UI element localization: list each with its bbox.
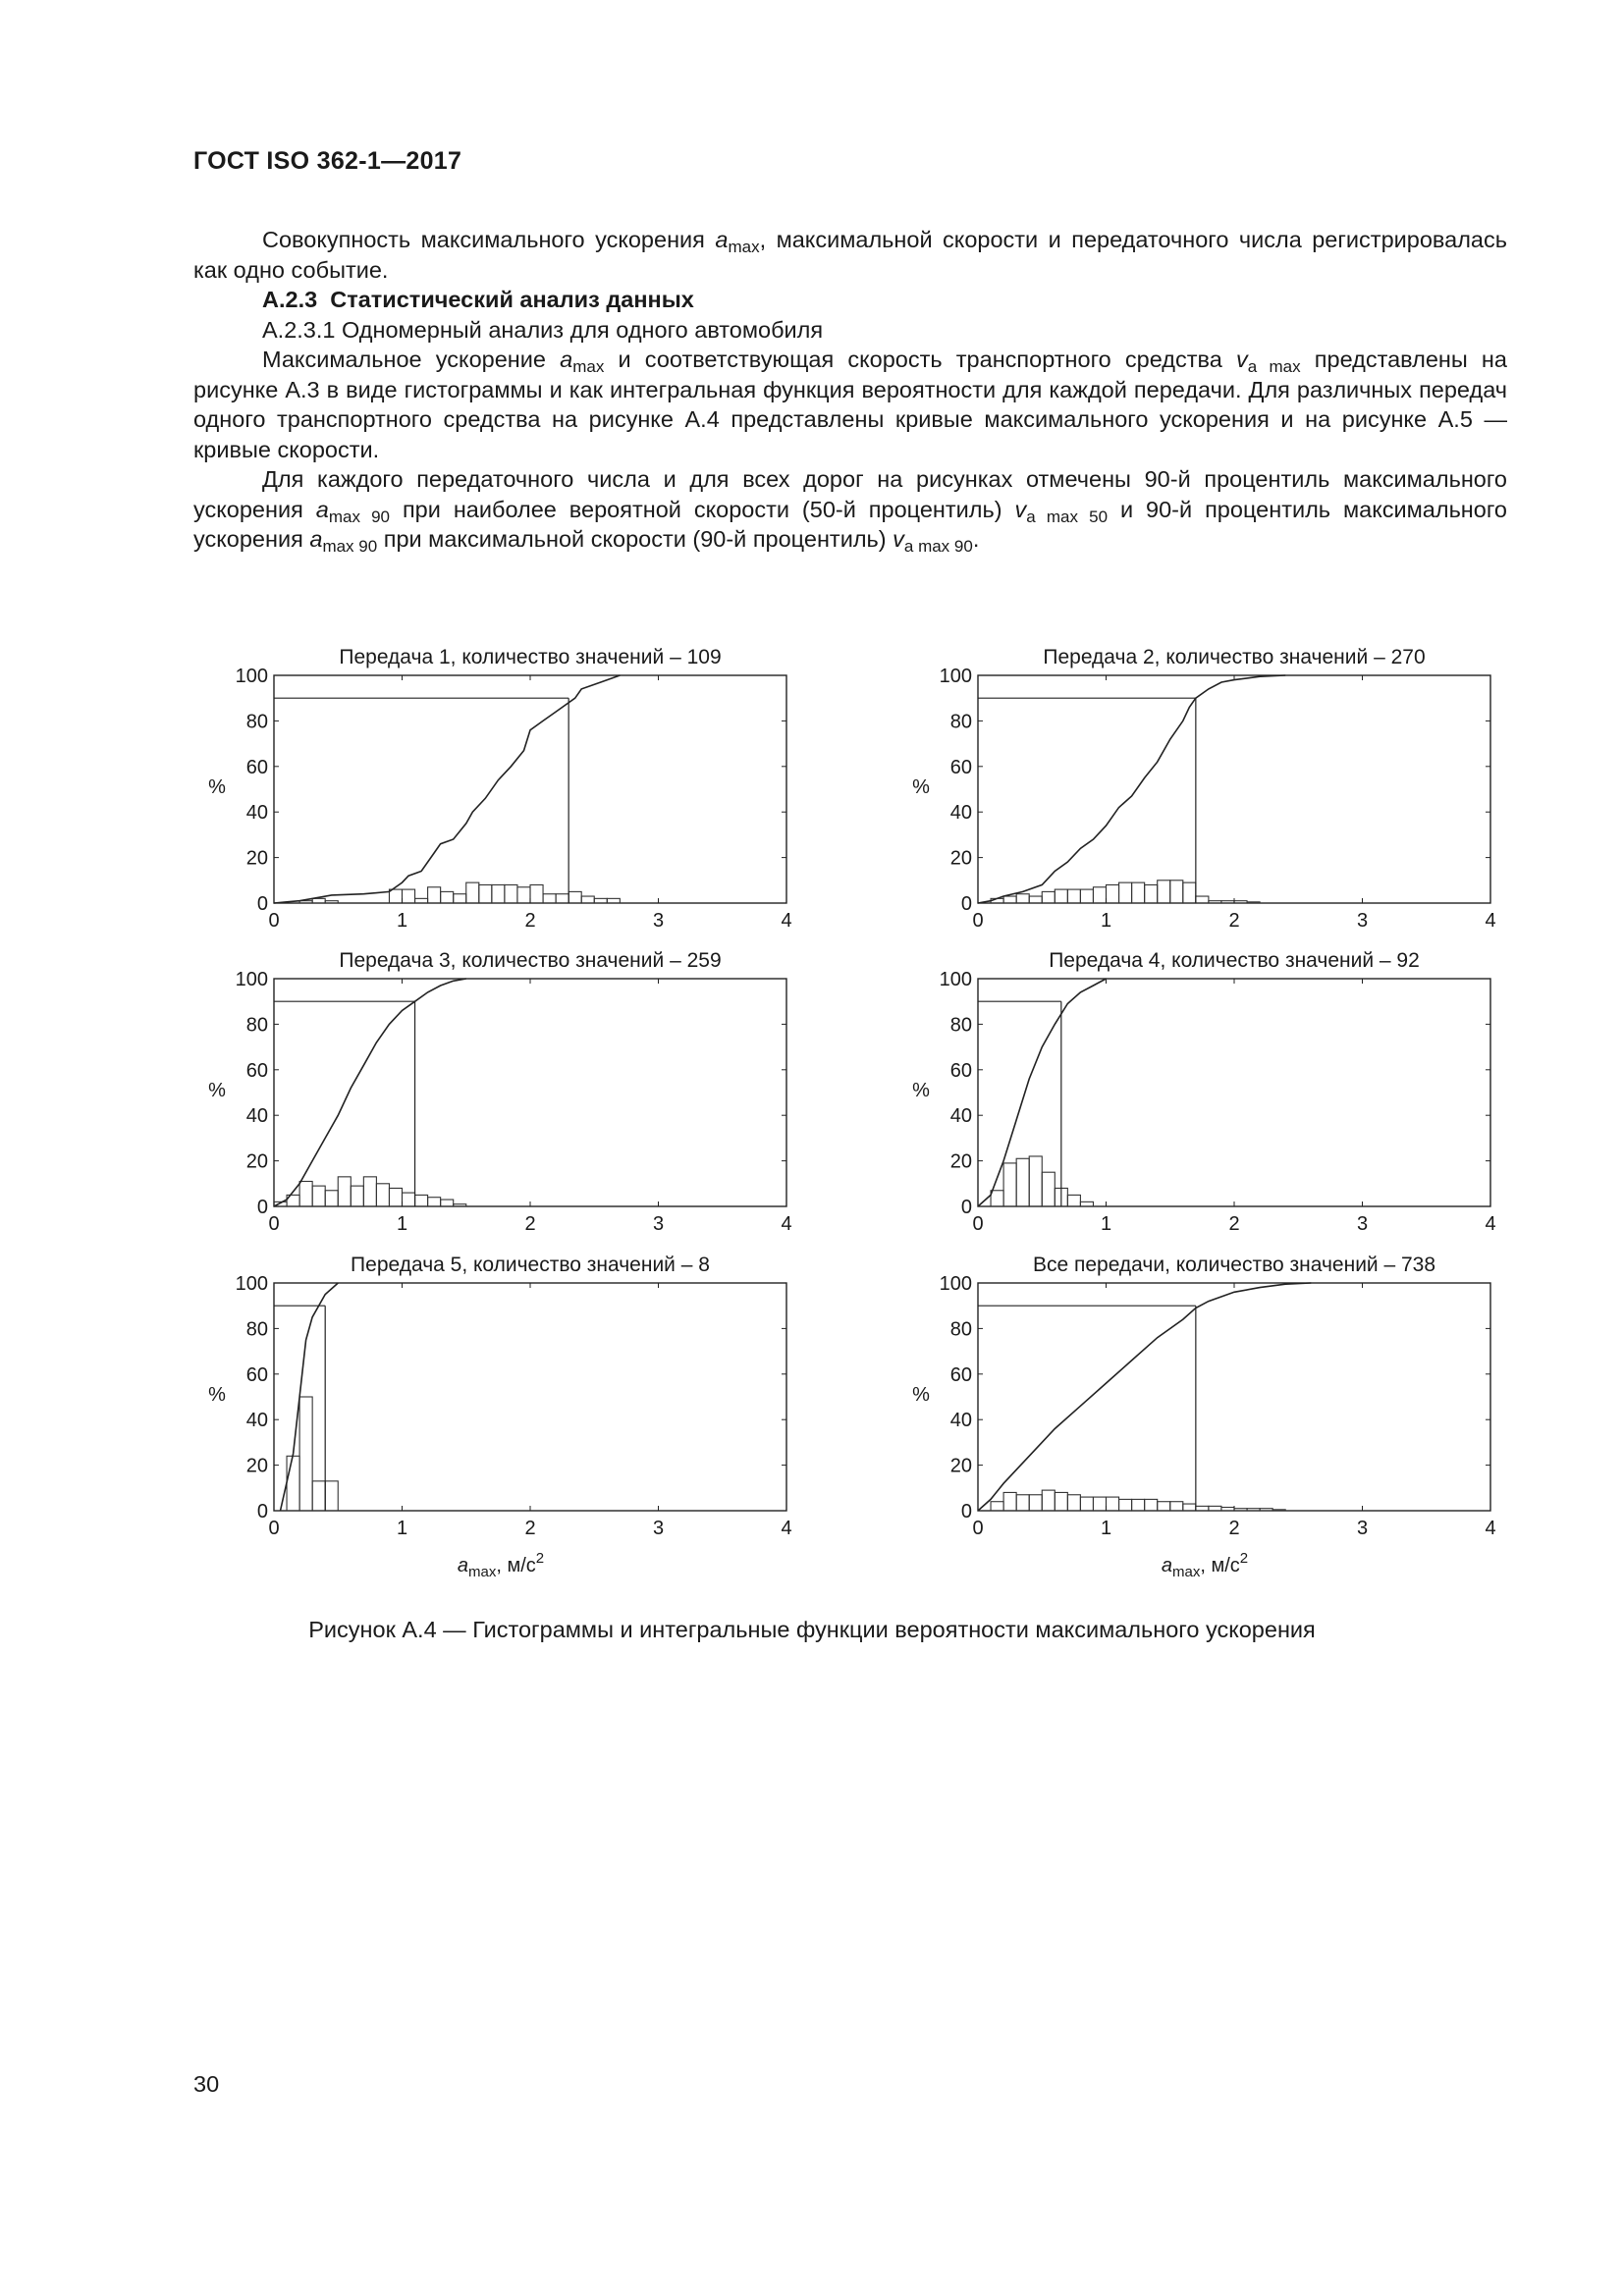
paragraph-2: Максимальное ускорение $a_{max}$ и соответствующая скорость транспортного средства $v_{a max}$ представлены на рисунке А.3 в виде гистограммы и как интегральная функция вероятности для каждой передачи. Для различных передач одного транспортного средства на рисунке А.4 представлены кривые максимального ускорения и на рисунке А.5 — кривые скорости. — [193, 347, 1507, 462]
y-axis-label: % — [912, 1384, 930, 1406]
cdf-line — [978, 675, 1285, 903]
histogram-bar — [1016, 1158, 1029, 1206]
histogram-bar — [991, 1191, 1003, 1206]
y-tick-label: 100 — [235, 1273, 268, 1295]
x-tick-label: 2 — [524, 910, 536, 932]
x-tick-label: 3 — [1356, 1518, 1369, 1539]
x-tick-label: 2 — [524, 1518, 536, 1539]
histogram-bar — [1183, 1504, 1196, 1511]
y-tick-label: 0 — [960, 1197, 972, 1218]
y-tick-label: 0 — [256, 893, 268, 915]
y-tick-label: 100 — [235, 969, 268, 990]
histogram-bar — [1107, 884, 1119, 903]
x-tick-label: 3 — [652, 910, 665, 932]
x-tick-label: 0 — [268, 910, 280, 932]
histogram-bar — [1003, 1492, 1016, 1511]
section-heading: А.2.3 Статистический анализ данных — [262, 287, 694, 312]
histogram-bar — [312, 1481, 325, 1511]
histogram-bar — [556, 894, 568, 903]
histogram-bar — [1260, 1509, 1272, 1511]
x-tick-label: 1 — [1100, 910, 1112, 932]
histogram-bar — [299, 1181, 312, 1206]
histogram-bar — [403, 1193, 415, 1206]
y-tick-label: 80 — [245, 711, 268, 733]
x-tick-label: 2 — [1228, 910, 1240, 932]
histogram-bar — [1170, 881, 1183, 903]
paragraph-3: Для каждого передаточного числа и для всех дорог на рисунках отмечены 90-й процентиль максимального ускорения $a_{max 90}$ при наиболее вероятной скорости (50-й процентиль) $v_{a max 50}$ и 90-й процентиль максимального ускорения $a_{max 90}$ при максимальной скорости (90-й процентиль) $v_{a max 90}$. — [193, 466, 1507, 556]
histogram-bar — [1132, 882, 1145, 903]
histogram-bar — [351, 1186, 363, 1206]
histogram-bar — [1145, 1499, 1158, 1511]
chart-title: Передача 1, количество значений – 109 — [339, 646, 722, 668]
plot-frame — [978, 1283, 1490, 1511]
plot-frame — [978, 675, 1490, 903]
y-tick-label: 100 — [939, 969, 972, 990]
histogram-bar — [1183, 882, 1196, 903]
y-tick-label: 20 — [245, 1150, 268, 1173]
histogram-bar — [1209, 901, 1221, 903]
cdf-line — [274, 979, 466, 1206]
y-tick-label: 60 — [245, 756, 268, 778]
chart-1 — [208, 646, 791, 932]
histogram-bar — [1080, 1497, 1093, 1511]
document-header: ГОСТ ISO 362-1—2017 — [193, 147, 462, 175]
x-tick-label: 1 — [396, 1518, 408, 1539]
plot-frame — [274, 1283, 786, 1511]
histogram-bar — [1055, 1492, 1067, 1511]
histogram-bar — [1003, 896, 1016, 903]
histogram-bar — [505, 884, 517, 903]
histogram-bar — [1042, 1490, 1055, 1511]
x-tick-label: 1 — [396, 1213, 408, 1235]
y-tick-label: 60 — [245, 1363, 268, 1386]
histogram-bar — [543, 894, 556, 903]
y-tick-label: 40 — [245, 802, 268, 825]
histogram-bar — [1029, 1156, 1042, 1206]
x-tick-label: 0 — [972, 1213, 984, 1235]
histogram-bar — [1132, 1499, 1145, 1511]
x-tick-label: 0 — [972, 910, 984, 932]
histogram-bar — [1067, 889, 1080, 903]
histogram-bar — [1170, 1502, 1183, 1511]
x-tick-label: 4 — [781, 1213, 792, 1235]
histogram-bar — [389, 889, 402, 903]
histogram-bar — [1055, 889, 1067, 903]
histogram-bar — [1158, 881, 1170, 903]
plot-frame — [274, 979, 786, 1206]
y-tick-label: 20 — [949, 1455, 972, 1477]
y-tick-label: 100 — [235, 666, 268, 687]
histogram-bar — [454, 1204, 466, 1206]
histogram-bar — [376, 1184, 389, 1206]
histogram-bar — [454, 894, 466, 903]
y-axis-label: % — [912, 1080, 930, 1101]
y-tick-label: 80 — [949, 711, 972, 733]
histogram-bar — [403, 889, 415, 903]
y-tick-label: 20 — [949, 1150, 972, 1173]
y-tick-label: 20 — [245, 847, 268, 870]
subsection-heading: А.2.3.1 Одномерный анализ для одного автомобиля — [262, 316, 824, 343]
histogram-bar — [363, 1177, 376, 1206]
histogram-bar — [441, 1200, 454, 1206]
x-tick-label: 4 — [1485, 1213, 1496, 1235]
x-tick-label: 1 — [396, 910, 408, 932]
chart-title: Передача 4, количество значений – 92 — [1049, 949, 1420, 972]
x-axis-label: $a_{max}$, $м/с^2$ — [457, 1550, 545, 1580]
x-tick-label: 4 — [781, 1518, 792, 1539]
charts-grid — [0, 628, 1624, 1610]
histogram-bar — [1016, 1495, 1029, 1511]
chart-title: Передача 5, количество значений – 8 — [351, 1254, 710, 1276]
y-tick-label: 80 — [949, 1014, 972, 1037]
histogram-bar — [441, 891, 454, 903]
x-tick-label: 3 — [652, 1213, 665, 1235]
histogram-bar — [1029, 1495, 1042, 1511]
histogram-bar — [1080, 889, 1093, 903]
histogram-bar — [1145, 884, 1158, 903]
x-tick-label: 2 — [1228, 1213, 1240, 1235]
y-tick-label: 40 — [949, 1105, 972, 1128]
histogram-bar — [1247, 1509, 1260, 1511]
histogram-bar — [325, 901, 338, 903]
histogram-bar — [1221, 1508, 1234, 1511]
histogram-bar — [1158, 1502, 1170, 1511]
y-tick-label: 100 — [939, 1273, 972, 1295]
y-axis-label: % — [208, 1080, 226, 1101]
histogram-bar — [479, 884, 492, 903]
histogram-bar — [312, 1186, 325, 1206]
chart-title: Все передачи, количество значений – 738 — [1032, 1254, 1436, 1276]
x-tick-label: 1 — [1100, 1213, 1112, 1235]
y-tick-label: 0 — [256, 1197, 268, 1218]
chart-4 — [912, 949, 1495, 1235]
histogram-bar — [428, 1198, 441, 1206]
histogram-bar — [1234, 1509, 1247, 1511]
x-axis-label: $a_{max}$, $м/с^2$ — [1161, 1550, 1249, 1580]
y-tick-label: 20 — [245, 1455, 268, 1477]
chart-title: Передача 2, количество значений – 270 — [1043, 646, 1426, 668]
x-tick-label: 2 — [524, 1213, 536, 1235]
y-tick-label: 0 — [960, 893, 972, 915]
histogram-bar — [428, 887, 441, 903]
histogram-bar — [299, 1397, 312, 1511]
histogram-bar — [389, 1188, 402, 1206]
histogram-bar — [1221, 901, 1234, 903]
x-tick-label: 4 — [1485, 1518, 1496, 1539]
x-tick-label: 0 — [972, 1518, 984, 1539]
x-tick-label: 4 — [1485, 910, 1496, 932]
page-number: 30 — [193, 2071, 220, 2097]
y-tick-label: 100 — [939, 666, 972, 687]
x-tick-label: 0 — [268, 1518, 280, 1539]
x-tick-label: 0 — [268, 1213, 280, 1235]
y-tick-label: 20 — [949, 847, 972, 870]
histogram-bar — [530, 884, 543, 903]
y-tick-label: 40 — [245, 1105, 268, 1128]
histogram-bar — [581, 896, 594, 903]
plot-frame — [274, 675, 786, 903]
y-axis-label: % — [208, 1384, 226, 1406]
y-axis-label: % — [208, 776, 226, 798]
histogram-bar — [1196, 896, 1209, 903]
histogram-bar — [1003, 1163, 1016, 1206]
x-tick-label: 3 — [1356, 1213, 1369, 1235]
cdf-line — [978, 1283, 1311, 1511]
x-tick-label: 2 — [1228, 1518, 1240, 1539]
y-tick-label: 60 — [949, 756, 972, 778]
y-tick-label: 40 — [949, 1410, 972, 1432]
x-tick-label: 4 — [781, 910, 792, 932]
histogram-bar — [1029, 896, 1042, 903]
histogram-bar — [517, 887, 530, 903]
histogram-bar — [1107, 1497, 1119, 1511]
histogram-bar — [1119, 882, 1132, 903]
histogram-bar — [1042, 891, 1055, 903]
cdf-line — [274, 675, 620, 903]
histogram-bar — [1067, 1495, 1080, 1511]
x-tick-label: 1 — [1100, 1518, 1112, 1539]
histogram-bar — [1067, 1195, 1080, 1206]
histogram-bar — [325, 1191, 338, 1206]
histogram-bar — [991, 1502, 1003, 1511]
y-tick-label: 0 — [256, 1501, 268, 1522]
y-tick-label: 60 — [949, 1059, 972, 1082]
x-tick-label: 3 — [1356, 910, 1369, 932]
x-tick-label: 3 — [652, 1518, 665, 1539]
histogram-bar — [492, 884, 505, 903]
histogram-bar — [1093, 1497, 1106, 1511]
y-tick-label: 60 — [245, 1059, 268, 1082]
histogram-bar — [466, 882, 479, 903]
chart-5 — [208, 1254, 791, 1580]
chart-3 — [208, 949, 791, 1235]
y-tick-label: 40 — [949, 802, 972, 825]
histogram-bar — [338, 1177, 351, 1206]
histogram-bar — [1093, 887, 1106, 903]
paragraph-1: Совокупность максимального ускорения $a_{max}$, максимальной скорости и передаточного числа регистрировалась как одно событие. — [193, 227, 1507, 283]
chart-6 — [912, 1254, 1495, 1580]
histogram-bar — [415, 1195, 428, 1206]
y-tick-label: 80 — [949, 1318, 972, 1341]
histogram-bar — [1119, 1499, 1132, 1511]
histogram-bar — [568, 891, 581, 903]
histogram-bar — [1234, 901, 1247, 903]
chart-2 — [912, 646, 1495, 932]
y-tick-label: 60 — [949, 1363, 972, 1386]
histogram-bar — [287, 1456, 299, 1511]
histogram-bar — [1042, 1172, 1055, 1206]
y-axis-label: % — [912, 776, 930, 798]
y-tick-label: 80 — [245, 1014, 268, 1037]
y-tick-label: 40 — [245, 1410, 268, 1432]
chart-title: Передача 3, количество значений – 259 — [339, 949, 722, 972]
figure-a4 — [0, 628, 1624, 1610]
y-tick-label: 80 — [245, 1318, 268, 1341]
y-tick-label: 0 — [960, 1501, 972, 1522]
body-text — [193, 225, 1507, 555]
histogram-bar — [325, 1481, 338, 1511]
histogram-bar — [1016, 894, 1029, 903]
figure-caption: Рисунок А.4 — Гистограммы и интегральные функции вероятности максимального ускорения — [308, 1617, 1316, 1642]
